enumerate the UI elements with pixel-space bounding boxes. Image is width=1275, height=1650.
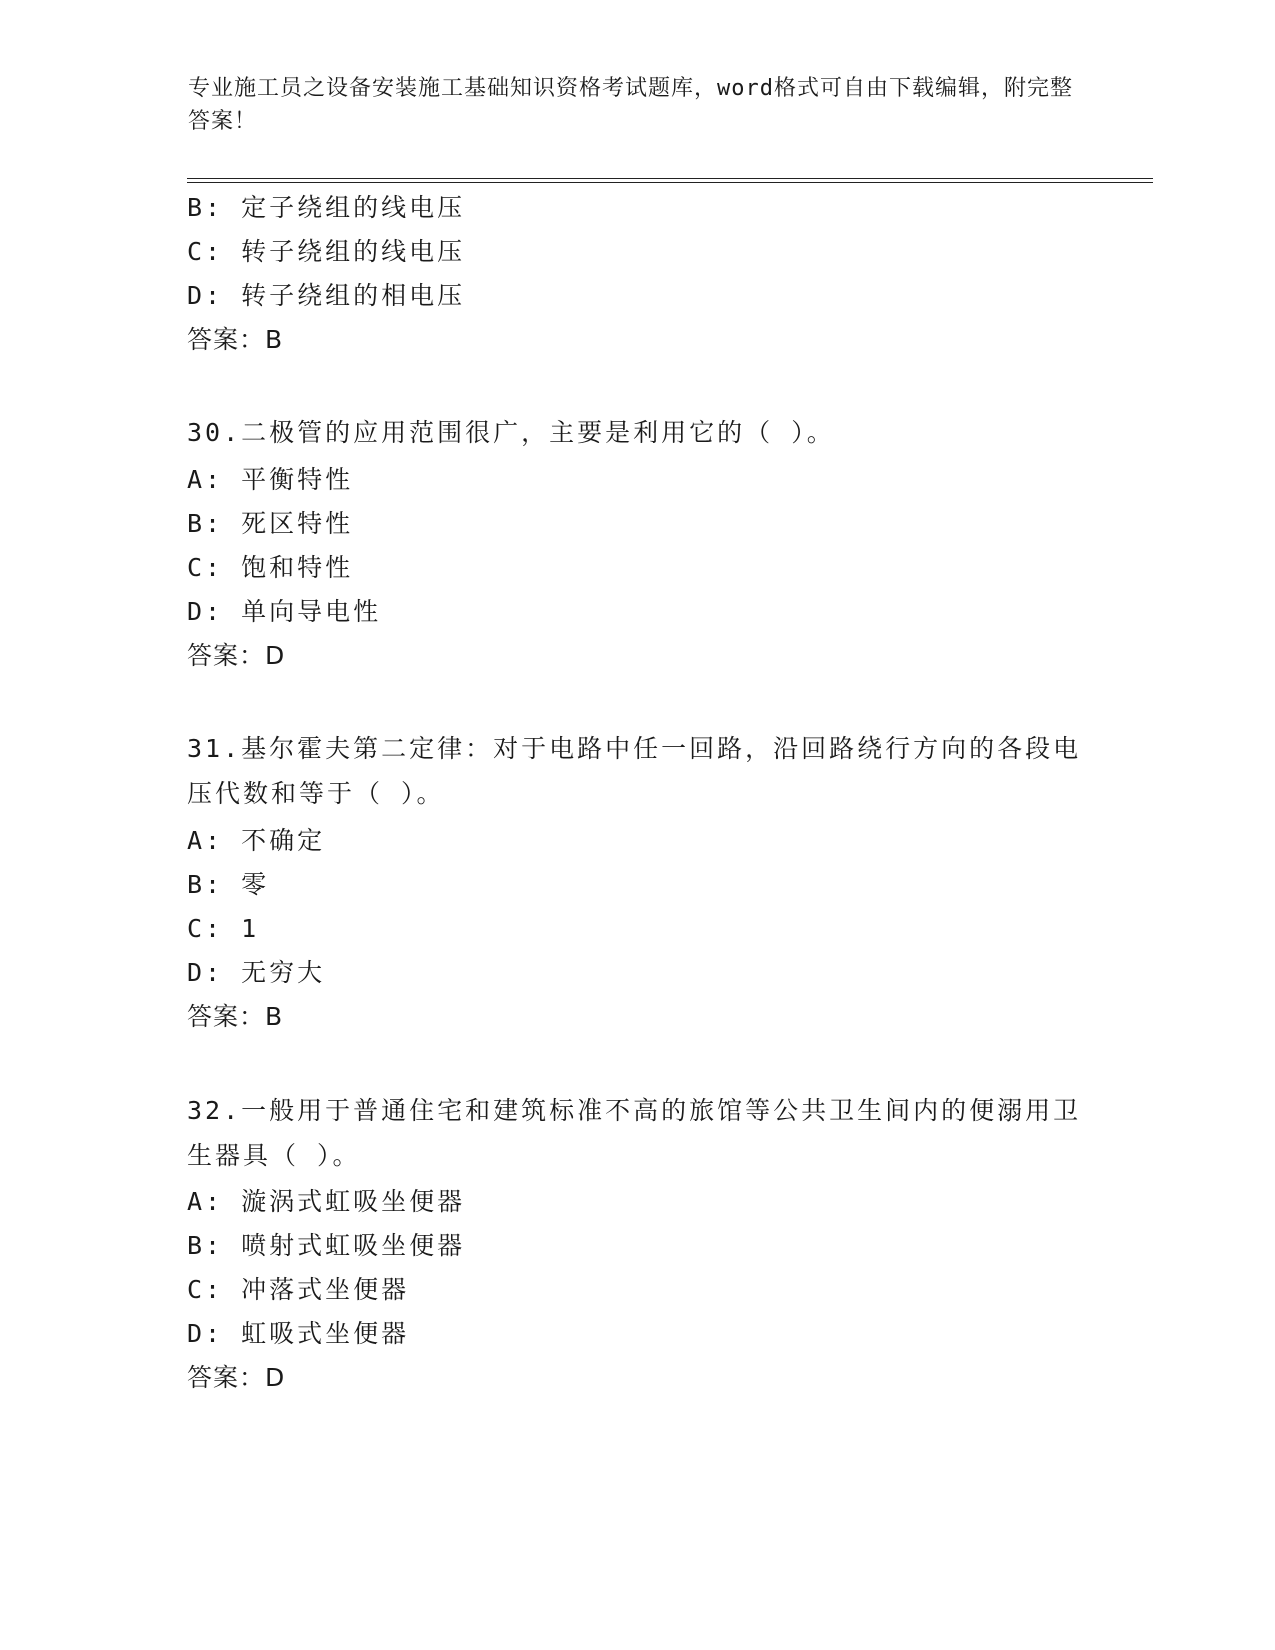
q29-answer: 答案：B xyxy=(187,325,284,354)
q29-option-d: D: 转子绕组的相电压 xyxy=(187,281,466,310)
header-divider-bottom xyxy=(187,182,1153,183)
q32-option-b: B: 喷射式虹吸坐便器 xyxy=(187,1231,466,1260)
q32-option-d: D: 虹吸式坐便器 xyxy=(187,1319,410,1348)
q30-option-c: C: 饱和特性 xyxy=(187,553,354,582)
document-header: 专业施工员之设备安装施工基础知识资格考试题库，word格式可自由下载编辑，附完整答案！ xyxy=(188,76,1073,134)
q32-option-c: C: 冲落式坐便器 xyxy=(187,1275,410,1304)
q31-option-a: A: 不确定 xyxy=(187,826,326,855)
q29-option-c: C: 转子绕组的线电压 xyxy=(187,237,466,266)
q32-question: 32.一般用于普通住宅和建筑标准不高的旅馆等公共卫生间内的便溺用卫生器具（ ）。 xyxy=(187,1096,1082,1170)
q30-option-d: D: 单向导电性 xyxy=(187,597,382,626)
q31-option-b: B: 零 xyxy=(187,870,270,899)
q30-answer: 答案：D xyxy=(187,641,286,670)
q31-option-d: D: 无穷大 xyxy=(187,958,326,987)
q30-option-a: A: 平衡特性 xyxy=(187,465,354,494)
q31-question: 31.基尔霍夫第二定律：对于电路中任一回路，沿回路绕行方向的各段电压代数和等于（ ）。 xyxy=(187,734,1082,808)
q32-option-a: A: 漩涡式虹吸坐便器 xyxy=(187,1187,466,1216)
q31-answer: 答案：B xyxy=(187,1002,284,1031)
header-divider-top xyxy=(187,178,1153,179)
q30-question: 30.二极管的应用范围很广，主要是利用它的（ ）。 xyxy=(187,418,835,447)
q29-option-b: B: 定子绕组的线电压 xyxy=(187,193,466,222)
q31-option-c: C: 1 xyxy=(187,914,260,943)
q30-option-b: B: 死区特性 xyxy=(187,509,354,538)
q32-answer: 答案：D xyxy=(187,1363,286,1392)
